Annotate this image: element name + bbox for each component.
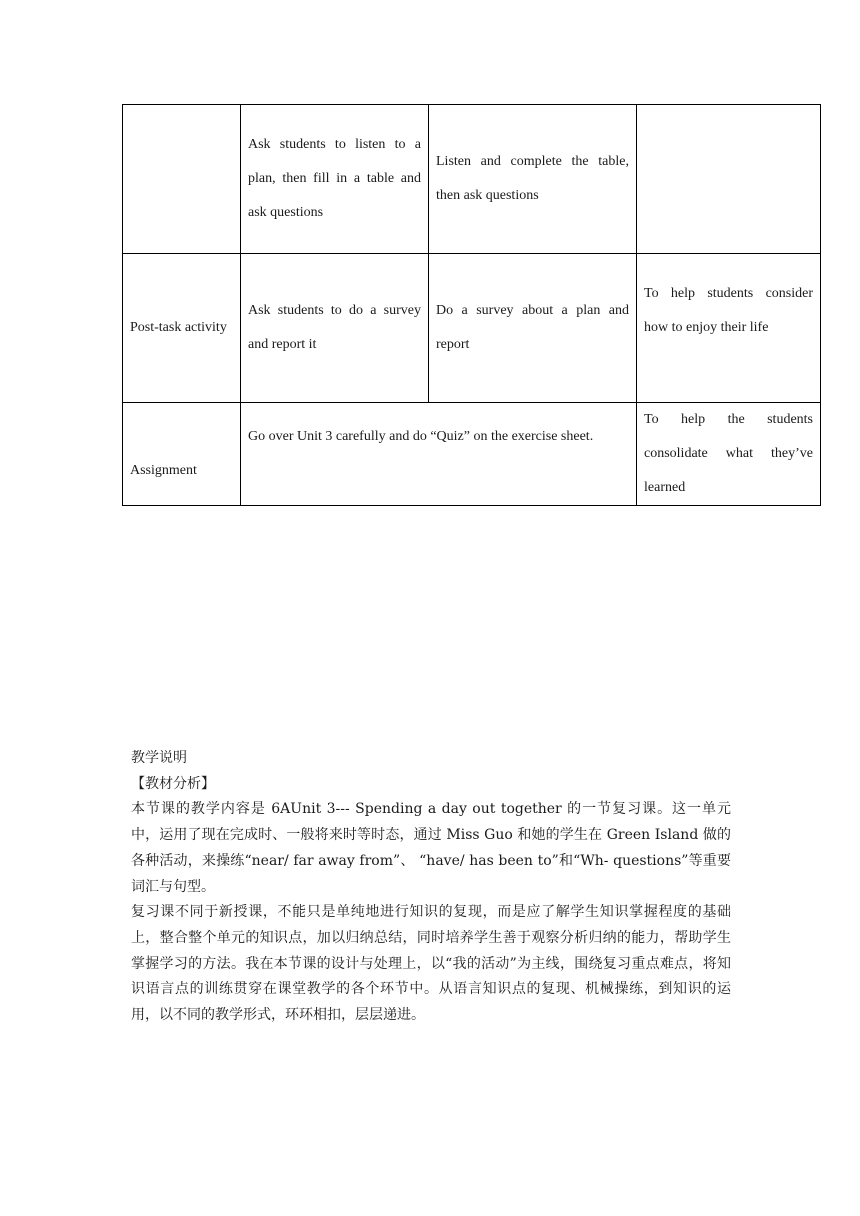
aim-cell: To help students consider how to enjoy their life — [637, 254, 821, 403]
assignment-cell: Go over Unit 3 carefully and do “Quiz” on the exercise sheet. — [241, 403, 637, 506]
aim-cell: To help the students consolidate what they’ve learned — [637, 403, 821, 506]
analysis-paragraph: 复习课不同于新授课，不能只是单纯地进行知识的复现，而是应了解学生知识掌握程度的基础上，整合整个单元的知识点，加以归纳总结，同时培养学生善于观察分析归纳的能力，帮助学生掌握学习的方法。我在本节课的设计与处理上，以“我的活动”为主线，围绕复习重点难点，将知识语言点的训练贯穿在课堂教学的各个环节中。从语言知识点的复现、机械操练，到知识的运用，以不同的教学形式，环环相扣，层层递进。 — [131, 904, 731, 1024]
stage-cell: Assignment — [123, 403, 241, 506]
table-row — [123, 105, 821, 254]
teacher-activity-cell: Ask students to listen to a plan, then fill in a table and ask questions — [241, 105, 429, 254]
stage-cell: Post-task activity — [123, 254, 241, 403]
student-activity-cell: Do a survey about a plan and report — [429, 254, 637, 403]
table-row — [123, 254, 821, 403]
analysis-paragraph: 本节课的教学内容是 6AUnit 3--- Spending a day out together 的一节复习课。这一单元中，运用了现在完成时、一般将来时等时态，通过 Miss Guo 和她的学生在 Green Island 做的各种活动，来操练“near/ far away from”、 “have/ has been to”和“Wh- questions”等重要词汇与句型。 — [131, 801, 731, 895]
lesson-plan-table — [122, 104, 821, 506]
notes-heading: 教学说明 — [131, 750, 187, 766]
section-title: 【教材分析】 — [131, 775, 215, 792]
stage-cell — [123, 105, 241, 254]
student-activity-cell: Listen and complete the table, then ask questions — [429, 105, 637, 254]
aim-cell — [637, 105, 821, 254]
teacher-activity-cell: Ask students to do a survey and report it — [241, 254, 429, 403]
teaching-notes — [131, 746, 731, 1029]
table-row — [123, 403, 821, 506]
